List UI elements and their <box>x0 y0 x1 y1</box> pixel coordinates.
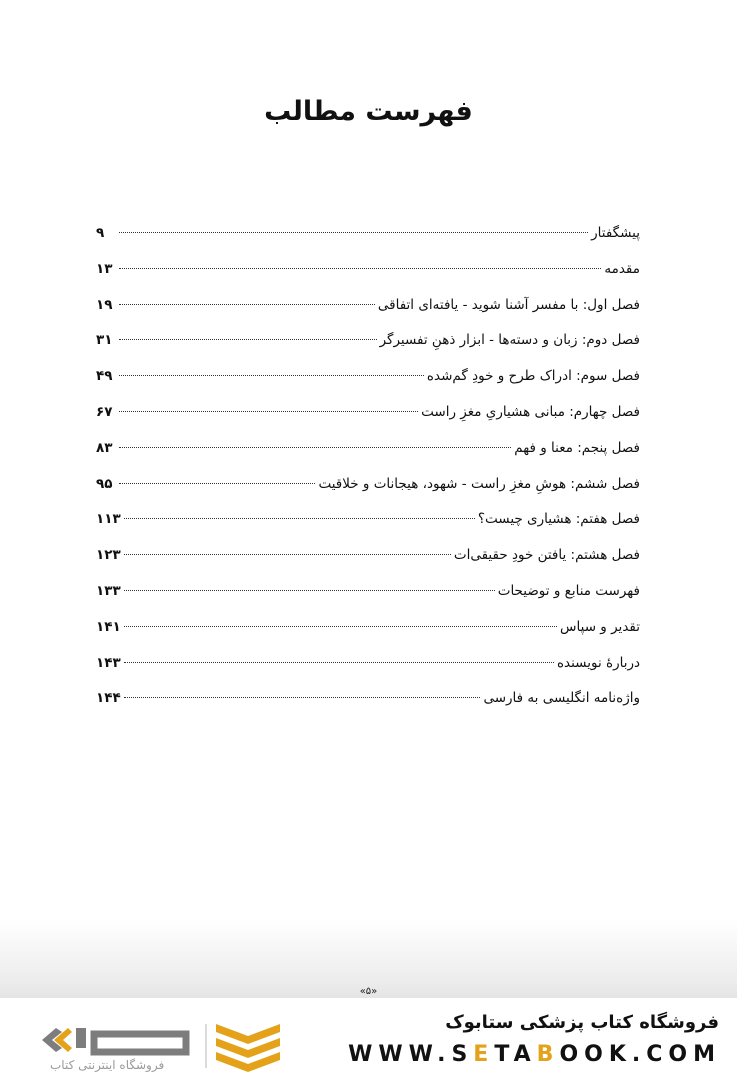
toc-entry-title: فصل چهارم: مبانی هشیاریِ مغزِ راست <box>421 403 640 420</box>
toc-entry-title: تقدیر و سپاس <box>560 618 640 635</box>
toc-entry[interactable] <box>96 690 640 726</box>
toc-entry-page: ۱۹ <box>96 296 113 313</box>
footer-banner <box>0 998 737 1080</box>
toc-entry-title: واژه‌نامه انگلیسی به فارسی <box>483 690 640 707</box>
toc-entry[interactable] <box>96 476 640 512</box>
toc-entry-page: ۱۲۳ <box>96 547 121 564</box>
toc-entry-page: ۱۴۴ <box>96 690 121 707</box>
shop-name: فروشگاه کتاب پزشکی ستابوک <box>445 1012 719 1033</box>
toc-entry-page: ۱۳ <box>96 260 113 277</box>
toc-entry-page: ۱۴۱ <box>96 618 121 635</box>
dot-leader <box>119 339 377 340</box>
dot-leader <box>124 697 481 698</box>
toc-entry-title: مقدمه <box>604 260 640 277</box>
toc-entry-title: فصل پنجم: معنا و فهم <box>514 439 640 456</box>
toc-entry[interactable] <box>96 440 640 476</box>
toc-entry-page: ۶۷ <box>96 403 113 420</box>
toc-entry-title: فهرست منابع و توضیحات <box>497 582 640 599</box>
toc-entry-page: ۱۳۳ <box>96 582 121 599</box>
toc-entry[interactable] <box>96 655 640 691</box>
toc-entry-title: پیشگفتار <box>591 225 640 241</box>
toc-entry[interactable] <box>96 583 640 619</box>
toc-entry-title: فصل دوم: زبان و دسته‌ها - ابزار ذهنِ تفسیرگر <box>379 332 640 349</box>
dot-leader <box>124 590 495 591</box>
toc-entry-title: فصل ششم: هوشِ مغزِ راست - شهود، هیجانات و خلاقیت <box>318 475 640 492</box>
dot-leader <box>119 447 511 448</box>
url-part: OOK.COM <box>559 1042 721 1067</box>
toc-entry[interactable] <box>96 404 640 440</box>
toc-entry[interactable] <box>96 619 640 655</box>
url-part: TA <box>494 1042 537 1067</box>
toc-entry-page: ۳۱ <box>96 332 113 349</box>
toc-entry-page: ۸۳ <box>96 439 113 456</box>
toc-entry-page: ۹۵ <box>96 475 113 492</box>
toc-entry[interactable] <box>96 332 640 368</box>
toc-entry[interactable] <box>96 297 640 333</box>
toc-entry[interactable] <box>96 511 640 547</box>
toc-entry-page: ۹ <box>96 225 105 241</box>
dot-leader <box>124 518 475 519</box>
url-part: WWW.S <box>348 1042 474 1067</box>
shop-url[interactable] <box>348 1042 721 1067</box>
url-part-accent: E <box>473 1042 495 1067</box>
toc-entry-title: فصل اول: با مفسر آشنا شوید - یافته‌ای اتفاقی <box>377 296 640 313</box>
toc-entry-page: ۱۴۳ <box>96 654 121 671</box>
dot-leader <box>119 411 418 412</box>
toc-entry-title: دربارهٔ نویسنده <box>556 654 640 671</box>
toc-entry[interactable] <box>96 368 640 404</box>
toc-entry-page: ۱۱۳ <box>96 511 121 528</box>
toc-entry-page: ۴۹ <box>96 368 113 385</box>
dot-leader <box>119 232 588 233</box>
toc-entry[interactable] <box>96 225 640 261</box>
url-part-accent: B <box>536 1042 560 1067</box>
dot-leader <box>119 268 601 269</box>
dot-leader <box>124 662 554 663</box>
dot-leader <box>119 304 375 305</box>
page-number: «۵» <box>359 986 378 997</box>
page-title: فهرست مطالب <box>264 96 473 127</box>
toc-entry[interactable] <box>96 261 640 297</box>
table-of-contents <box>96 225 640 726</box>
dot-leader <box>119 483 315 484</box>
book-stack-icon <box>216 1024 280 1072</box>
toc-entry-title: فصل سوم: ادراک طرح و خودِ گم‌شده <box>426 368 640 385</box>
logo-wordmark <box>42 1028 186 1052</box>
dot-leader <box>119 375 424 376</box>
dot-leader <box>124 554 451 555</box>
toc-entry-title: فصل هشتم: یافتن خودِ حقیقی‌ات <box>453 547 640 564</box>
logo-tagline: فروشگاه اینترنتی کتاب <box>50 1058 165 1072</box>
dot-leader <box>124 626 557 627</box>
toc-entry-title: فصل هفتم: هشیاری چیست؟ <box>477 511 640 528</box>
toc-entry[interactable] <box>96 547 640 583</box>
